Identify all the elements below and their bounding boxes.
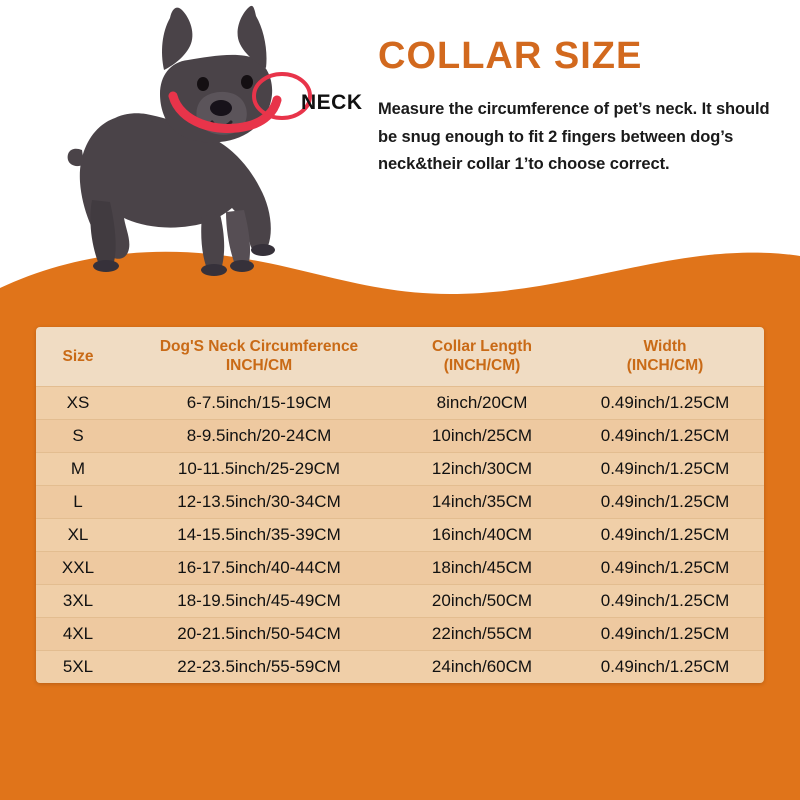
table-row — [36, 650, 764, 683]
cell-size: 3XL — [36, 584, 120, 617]
cell-size: S — [36, 419, 120, 452]
cell-length: 8inch/20CM — [398, 386, 566, 419]
cell-width: 0.49inch/1.25CM — [566, 551, 764, 584]
neck-label: NECK — [301, 91, 363, 114]
column-header-width — [566, 327, 764, 386]
cell-neck: 8-9.5inch/20-24CM — [120, 419, 398, 452]
cell-length: 16inch/40CM — [398, 518, 566, 551]
cell-neck: 20-21.5inch/50-54CM — [120, 617, 398, 650]
cell-size: L — [36, 485, 120, 518]
cell-width: 0.49inch/1.25CM — [566, 386, 764, 419]
cell-size: XL — [36, 518, 120, 551]
table-row — [36, 584, 764, 617]
column-header-width-line2: (INCH/CM) — [626, 357, 704, 375]
column-header-length-line2: (INCH/CM) — [443, 357, 521, 375]
table-row — [36, 617, 764, 650]
cell-length: 20inch/50CM — [398, 584, 566, 617]
cell-neck: 6-7.5inch/15-19CM — [120, 386, 398, 419]
column-header-width-line1: Width — [643, 338, 687, 355]
size-table — [36, 327, 764, 683]
cell-size: 4XL — [36, 617, 120, 650]
column-header-neck — [120, 327, 398, 386]
column-header-neck-line1: Dog'S Neck Circumference — [159, 338, 359, 355]
column-header-length — [398, 327, 566, 386]
table-row — [36, 386, 764, 419]
cell-length: 12inch/30CM — [398, 452, 566, 485]
cell-width: 0.49inch/1.25CM — [566, 650, 764, 683]
page-title: COLLAR SIZE — [378, 35, 643, 77]
cell-length: 24inch/60CM — [398, 650, 566, 683]
header-description: Measure the circumference of pet’s neck. It should be snug enough to fit 2 fingers between dog’s neck&their collar 1’to choose correct. — [378, 99, 770, 174]
column-header-size — [36, 327, 120, 386]
table-row — [36, 518, 764, 551]
cell-size: M — [36, 452, 120, 485]
cell-length: 18inch/45CM — [398, 551, 566, 584]
cell-neck: 18-19.5inch/45-49CM — [120, 584, 398, 617]
table-row — [36, 551, 764, 584]
column-header-size-line1: Size — [62, 347, 94, 365]
cell-neck: 10-11.5inch/25-29CM — [120, 452, 398, 485]
cell-neck: 22-23.5inch/55-59CM — [120, 650, 398, 683]
cell-width: 0.49inch/1.25CM — [566, 452, 764, 485]
cell-length: 10inch/25CM — [398, 419, 566, 452]
table-row — [36, 419, 764, 452]
cell-size: 5XL — [36, 650, 120, 683]
cell-neck: 12-13.5inch/30-34CM — [120, 485, 398, 518]
column-header-length-line1: Collar Length — [432, 338, 532, 355]
cell-width: 0.49inch/1.25CM — [566, 617, 764, 650]
cell-width: 0.49inch/1.25CM — [566, 485, 764, 518]
cell-size: XS — [36, 386, 120, 419]
dog-illustration — [20, 0, 370, 285]
table-body — [36, 386, 764, 683]
cell-neck: 14-15.5inch/35-39CM — [120, 518, 398, 551]
cell-length: 22inch/55CM — [398, 617, 566, 650]
cell-length: 14inch/35CM — [398, 485, 566, 518]
column-header-neck-line2: INCH/CM — [225, 357, 293, 375]
cell-neck: 16-17.5inch/40-44CM — [120, 551, 398, 584]
cell-width: 0.49inch/1.25CM — [566, 518, 764, 551]
cell-width: 0.49inch/1.25CM — [566, 584, 764, 617]
table-row — [36, 452, 764, 485]
table-header-row — [36, 327, 764, 386]
header — [378, 36, 788, 179]
cell-size: XXL — [36, 551, 120, 584]
table-row — [36, 485, 764, 518]
cell-width: 0.49inch/1.25CM — [566, 419, 764, 452]
